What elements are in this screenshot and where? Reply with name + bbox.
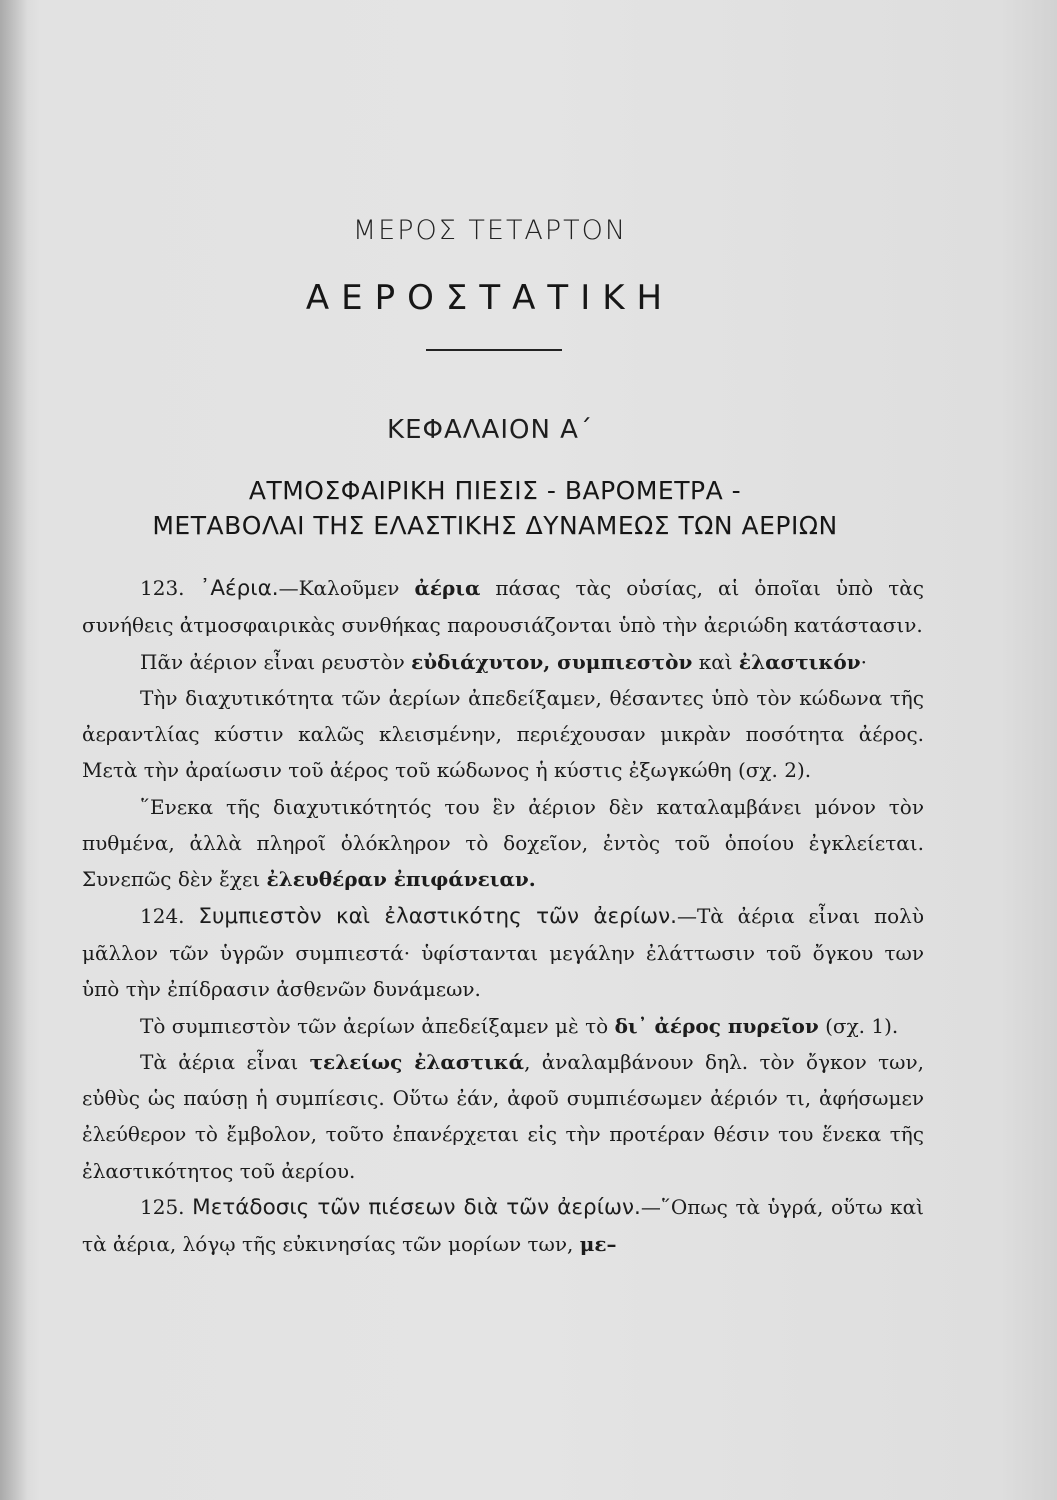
bold-term: εὐδιάχυτον, συμπιεστὸν bbox=[411, 649, 693, 674]
paragraph-123-3: Τὴν διαχυτικότητα τῶν ἀερίων ἀπεδείξαμεν, θέσαντες ὑπὸ τὸν κώδωνα τῆς ἀεραντλίας κύστιν καλῶς κλεισμένην, περιέχουσαν μικρὰν ποσότητα ἀέρος. Μετὰ τὴν ἀραίωσιν τοῦ ἀέρος τοῦ κώδωνος ἡ κύστις ἐξωγκώθη (σχ. 2). bbox=[82, 685, 924, 783]
bold-term: με– bbox=[579, 1232, 617, 1257]
paragraph-124-3 bbox=[82, 1044, 924, 1189]
section-124-heading: Συμπιεστὸν καὶ ἐλαστικότης τῶν ἀερίων. bbox=[198, 903, 677, 929]
text-run: · bbox=[860, 649, 867, 674]
text-run: Πᾶν ἀέριον εἶναι ρευστὸν bbox=[140, 649, 412, 674]
bold-term: δι᾽ ἀέρος πυρεῖον bbox=[614, 1013, 819, 1038]
text-run: Τὸ συμπιεστὸν τῶν ἀερίων ἀπεδείξαμεν μὲ τὸ bbox=[140, 1013, 615, 1038]
text-run: —Τὰ ἀέρια εἶναι πολὺ μᾶλλον τῶν ὑγρῶν συμπιεστά· ὑφίστανται μεγάλην ἐλάττωσιν τοῦ ὄγκου των ὑπὸ τὴν ἐπίδρασιν ἀσθενῶν δυνάμεων. bbox=[82, 903, 924, 1002]
paragraph-123-2 bbox=[82, 644, 924, 680]
chapter-title-line-1: ΑΤΜΟΣΦΑΙΡΙΚΗ ΠΙΕΣΙΣ - ΒΑΡΟΜΕΤΡΑ - bbox=[248, 476, 742, 505]
section-123-heading: ᾿Αέρια. bbox=[199, 576, 279, 601]
paragraph-124-1 bbox=[82, 898, 924, 1008]
text-run: , ἀναλαμβάνουν δηλ. τὸν ὄγκον των, εὐθὺς ὡς παύσῃ ἡ συμπίεσις. Οὕτω ἐάν, ἀφοῦ συμπιέσωμεν ἀέριόν τι, ἀφήσωμεν ἐλεύθερον τὸ ἔμβολον, τοῦτο ἐπανέρχεται εἰς τὴν προτέραν θέσιν του ἕνεκα τῆς ἐλαστικότητος τοῦ ἀερίου. bbox=[82, 1049, 924, 1183]
chapter-title bbox=[0, 473, 990, 543]
text-run: πάσας τὰς οὐσίας, αἱ ὁποῖαι ὑπὸ τὰς συνήθεις ἀτμοσφαιρικὰς συνθήκας παρουσιάζονται ὑπὸ τὴν ἀεριώδη κατάστασιν. bbox=[82, 576, 924, 638]
paragraph-124-2 bbox=[82, 1008, 924, 1044]
section-124-number: 124. bbox=[140, 903, 185, 928]
chapter-heading: ΚΕΦΑΛΑΙΟΝ Α΄ bbox=[387, 415, 593, 445]
bold-term: ἀέρια bbox=[414, 576, 481, 600]
text-run: —Καλοῦμεν bbox=[278, 576, 415, 600]
text-run: —῞Οπως τὰ ὑγρά, οὕτω καὶ τὰ ἀέρια, λόγῳ τῆς εὐκινησίας τῶν μορίων των, bbox=[82, 1195, 924, 1257]
body-text bbox=[82, 570, 924, 1263]
bold-term: τελείως ἐλαστικά bbox=[309, 1049, 525, 1074]
bold-term: ἐλαστικόν bbox=[738, 649, 861, 674]
chapter-title-line-2: ΜΕΤΑΒΟΛΑΙ ΤΗΣ ΕΛΑΣΤΙΚΗΣ ΔΥΝΑΜΕΩΣ ΤΩΝ ΑΕΡΙΩΝ bbox=[152, 511, 838, 540]
paragraph-125-1 bbox=[82, 1189, 924, 1263]
section-125-heading: Μετάδοσις τῶν πιέσεων διὰ τῶν ἀερίων. bbox=[192, 1195, 641, 1221]
part-heading: ΜΕΡΟΣ ΤΕΤΑΡΤΟΝ bbox=[352, 215, 628, 246]
paragraph-123-1 bbox=[82, 570, 924, 644]
text-run: καὶ bbox=[692, 649, 739, 674]
title-rule bbox=[426, 349, 562, 351]
paragraph-123-4 bbox=[82, 789, 924, 898]
text-run: ῞Ενεκα τῆς διαχυτικότητός του ἓν ἀέριον δὲν καταλαμβάνει μόνον τὸν πυθμένα, ἀλλὰ πληροῖ ὁλόκληρον τὸ δοχεῖον, ἐντὸς τοῦ ὁποίου ἐγκλείεται. Συνεπῶς δὲν ἔχει bbox=[82, 794, 924, 892]
section-125-number: 125. bbox=[140, 1195, 185, 1220]
part-title: ΑΕΡΟΣΤΑΤΙΚΗ bbox=[305, 278, 675, 318]
section-123-number: 123. bbox=[140, 576, 185, 600]
text-run: (σχ. 1). bbox=[818, 1013, 899, 1038]
bold-term: ἐλευθέραν ἐπιφάνειαν. bbox=[266, 867, 536, 892]
text-run: Τὰ ἀέρια εἶναι bbox=[140, 1049, 310, 1074]
